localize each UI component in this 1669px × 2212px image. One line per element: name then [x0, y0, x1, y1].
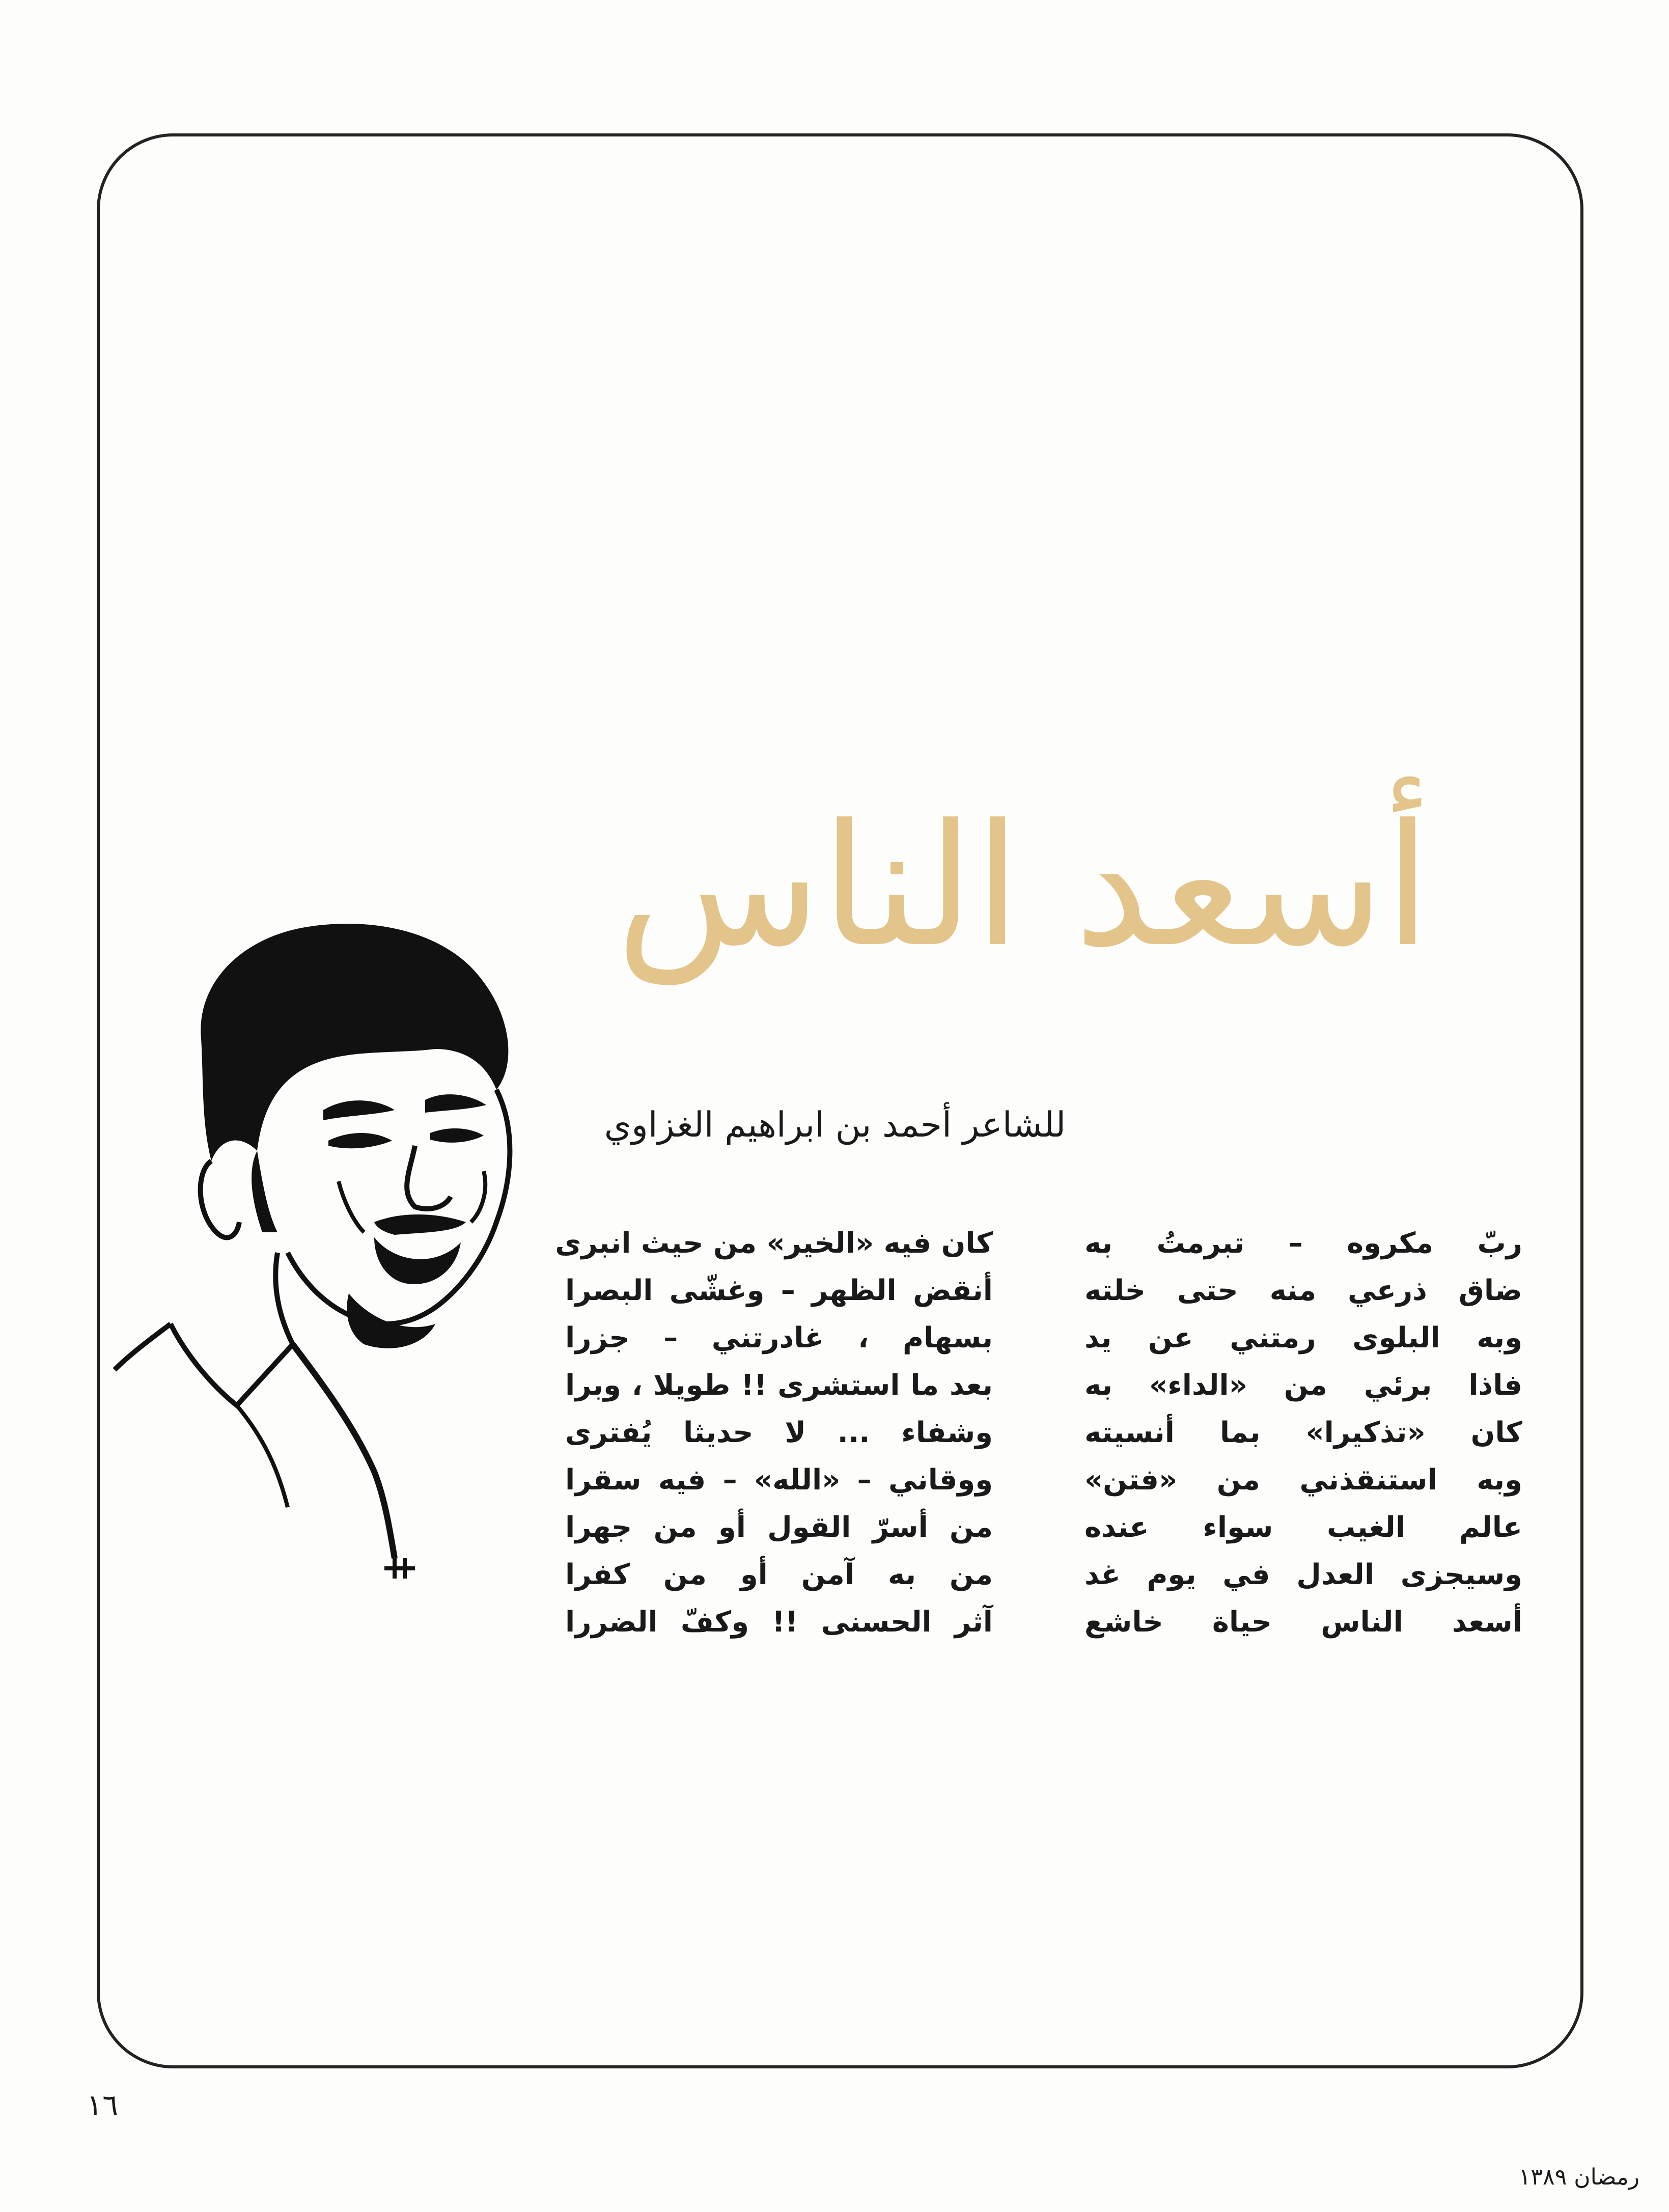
portrait-teeth — [387, 1242, 451, 1251]
poem-line: كان فيه «الخير» من حيث انبرى — [555, 1227, 993, 1260]
poem-line: ربّ مكروه – تبرمتُ به — [1084, 1227, 1522, 1260]
poem-line: من أسرّ القول أو من جهرا — [565, 1511, 993, 1544]
poem-line: عالم الغيب سواء عنده — [1084, 1511, 1522, 1544]
poem-left-column — [555, 1220, 993, 1646]
poem-line: ضاق ذرعي منه حتى خلته — [1084, 1274, 1522, 1307]
poet-byline: للشاعر أحمد بن ابراهيم الغزاوي — [604, 1105, 1066, 1145]
portrait-moustache — [374, 1214, 466, 1235]
poem-line: بعد ما استشرى !! طويلا ، وبرا — [565, 1369, 993, 1402]
poem-line: ووقاني – «الله» – فيه سقرا — [565, 1463, 993, 1497]
portrait-face-outline — [288, 1090, 510, 1324]
portrait-brow-right — [425, 1094, 486, 1113]
portrait-beard — [347, 1293, 435, 1348]
poem-right-column — [1084, 1220, 1522, 1646]
poem-line: وبه استنقذني من «فتن» — [1084, 1463, 1522, 1497]
portrait-nose — [407, 1146, 451, 1209]
portrait-ear — [201, 1161, 239, 1237]
poem-line: وشفاء ... لا حديثا يُفترى — [565, 1416, 993, 1449]
portrait-eye-left — [328, 1133, 392, 1148]
portrait-signature — [384, 1558, 415, 1579]
portrait-eye-right — [430, 1128, 484, 1143]
portrait-cheek-line-2 — [471, 1171, 485, 1222]
poem-line: فاذا برئي من «الداء» به — [1084, 1369, 1522, 1402]
poem-line: وسيجزى العدل في يوم غد — [1084, 1558, 1522, 1591]
poem-line: بسهام ، غادرتني – جزرا — [565, 1321, 993, 1354]
portrait-sideburn — [252, 1151, 277, 1232]
poet-portrait-icon — [109, 896, 558, 1599]
portrait-collar — [293, 1344, 395, 1558]
portrait-cheek-line — [339, 1181, 364, 1232]
page-number: ١٦ — [87, 2088, 119, 2122]
portrait-hair — [201, 924, 508, 1161]
poem-line: وبه البلوى رمتني عن يد — [1084, 1321, 1522, 1354]
poem-line: أسعد الناس حياة خاشع — [1084, 1606, 1522, 1639]
poem-line: آثر الحسنى !! وكفّ الضررا — [565, 1606, 993, 1639]
poem-title: أسعد الناس — [616, 788, 1431, 984]
poem-line: أنقض الظهر – وغشّى البصرا — [565, 1274, 993, 1307]
portrait-brow-left — [323, 1100, 395, 1120]
portrait-shirt-line — [237, 1405, 288, 1507]
portrait-neck — [171, 1253, 293, 1405]
portrait-shoulder — [115, 1324, 171, 1370]
poem-line: كان «تذكيرا» بما أنسيته — [1084, 1416, 1522, 1449]
poem-line: من به آمن أو من كفرا — [565, 1558, 993, 1591]
issue-date: رمضان ١٣٨٩ — [1518, 2164, 1639, 2190]
